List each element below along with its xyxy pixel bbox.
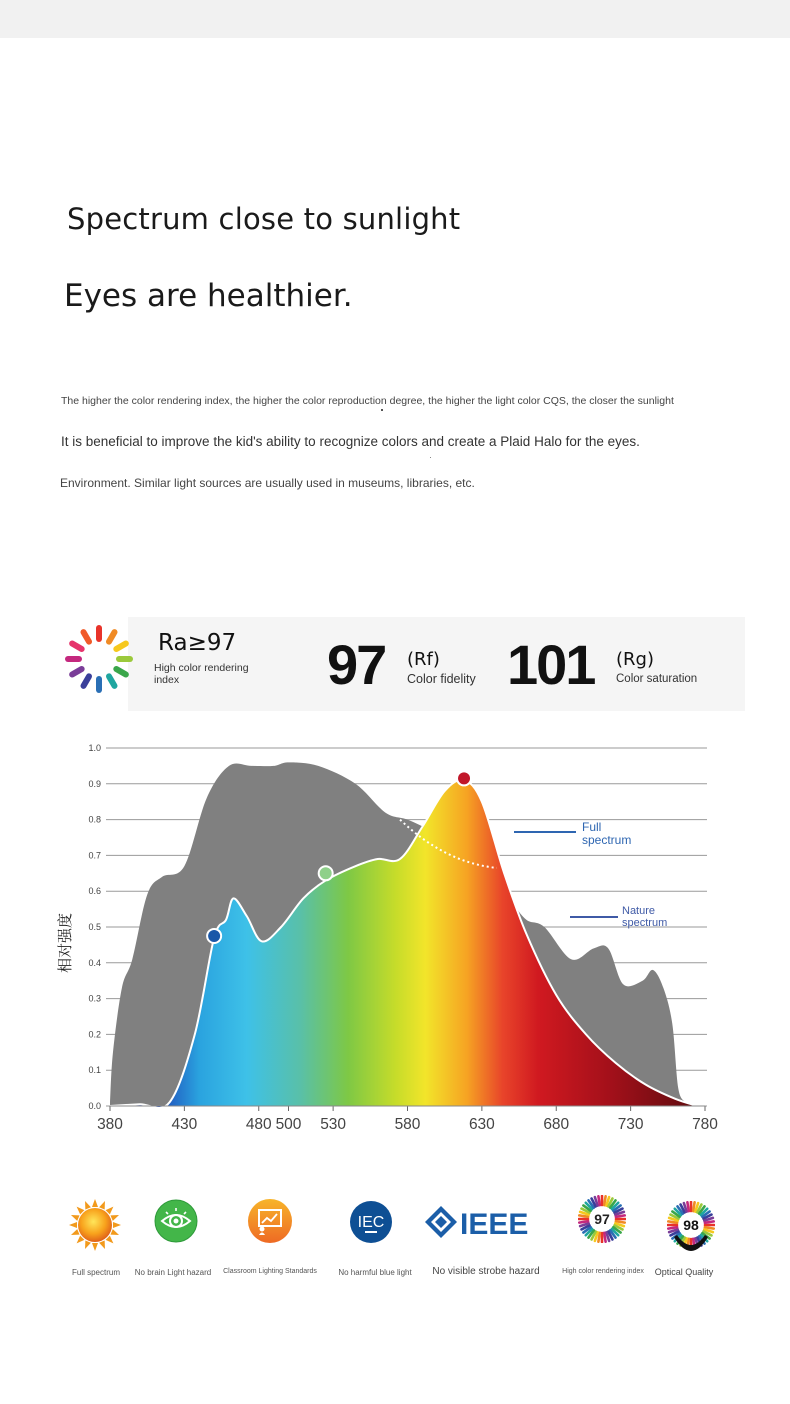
rf-label: (Rf) [407,649,440,670]
ieee-icon [424,1205,536,1241]
x-tick-label: 380 [97,1116,123,1133]
cri-97-icon [578,1195,626,1243]
feature-label: Classroom Lighting Standards [223,1268,317,1275]
y-tick-label: 1.0 [88,743,101,753]
y-tick-label: 0.6 [88,886,101,897]
feature-no-harmful-blue-light [349,1200,393,1244]
page-title: Spectrum close to sunlight [67,202,461,236]
feature-classroom-lighting [247,1198,293,1244]
x-tick-label: 530 [320,1116,347,1133]
feature-label: Optical Quality [654,1267,714,1277]
x-tick-label: 680 [543,1116,570,1133]
rf-value: 97 [327,633,386,696]
feature-full-spectrum [67,1197,123,1253]
y-tick-label: 0.0 [88,1101,101,1111]
y-axis-label: 相对强度 [56,912,74,974]
feature-label: No harmful blue light [338,1268,412,1277]
svg-text:IEC: IEC [357,1214,385,1231]
rf-caption: Color fidelity [407,672,476,686]
y-tick-label: 0.5 [88,922,101,932]
svg-text:97: 97 [594,1211,610,1227]
svg-text:98: 98 [683,1217,699,1233]
feature-label: High color rendering index [562,1268,644,1275]
iec-icon [349,1200,393,1244]
stray-dot [381,409,383,411]
feature-high-cri [578,1195,626,1243]
x-tick-label: 630 [468,1116,495,1133]
y-tick-label: 0.8 [88,814,101,825]
page-subtitle: Eyes are healthier. [64,278,353,314]
stray-dot [430,457,431,458]
y-tick-label: 0.4 [88,957,101,968]
ra-caption: High color rendering index [154,662,249,686]
x-tick-label: 480 [245,1116,272,1133]
description-line-2: It is beneficial to improve the kid's ability to recognize colors and create a Plaid Halo for the eyes. [61,434,640,449]
x-tick-label: 500 [275,1116,302,1133]
y-tick-label: 0.9 [88,778,101,789]
svg-text:IEEE: IEEE [460,1208,529,1241]
classroom-icon [247,1198,293,1244]
legend-nature-spectrum-label: Nature spectrum [622,905,668,929]
x-tick-label: 580 [394,1116,421,1133]
rg-label: (Rg) [616,649,654,670]
feature-label: No brain Light hazard [134,1268,212,1277]
feature-label: Full spectrum [71,1268,120,1277]
feature-no-visible-strobe-hazard [424,1205,536,1241]
legend-nature-spectrum [570,905,667,929]
feature-optical-quality [667,1201,715,1261]
feature-label: No visible strobe hazard [432,1266,540,1277]
quality-98-icon [667,1201,715,1261]
x-tick-label: 780 [692,1116,718,1133]
spectrum-marker [457,771,471,785]
rg-value: 101 [507,633,595,696]
color-wheel-icon [60,620,138,698]
eye-icon [154,1199,198,1243]
y-tick-label: 0.2 [88,1029,101,1040]
description-line-1: The higher the color rendering index, the higher the color reproduction degree, the higher the light color CQS, the closer the sunlight [61,395,674,407]
rg-caption: Color saturation [616,673,698,685]
spectrum-chart [0,735,790,1145]
feature-no-brain-light-hazard [154,1199,198,1243]
legend-full-spectrum [514,820,631,847]
y-tick-label: 0.1 [88,1065,101,1076]
x-tick-label: 730 [617,1116,644,1133]
description-line-3: Environment. Similar light sources are usually used in museums, libraries, etc. [60,476,475,490]
y-tick-label: 0.7 [88,850,101,861]
spectrum-marker [319,866,333,880]
x-tick-label: 430 [171,1116,198,1133]
spectrum-marker [207,929,221,943]
legend-full-spectrum-label: Full spectrum [582,820,632,847]
top-bar [0,0,790,38]
y-tick-label: 0.3 [88,993,101,1004]
ra-value: Ra≥97 [158,630,237,656]
sun-icon [67,1197,123,1253]
